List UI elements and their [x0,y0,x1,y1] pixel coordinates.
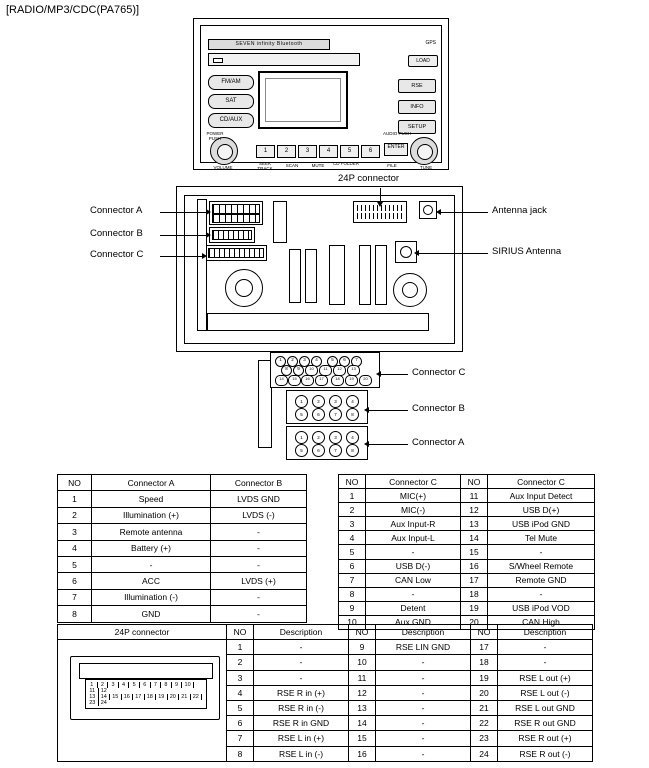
power-label: POWER PUSH [206,131,224,141]
col-connector-b: Connector B [211,475,307,491]
callout-connector-b: Connector B [90,228,143,239]
cdaux-button[interactable]: CD/AUX [208,113,254,128]
table-header-row [58,475,307,491]
connector-c-detail: 1 2 3 4 5 6 7 8 9 10 11 12 13 14 15 16 17 18 19 20 [270,352,380,388]
table-row: 3 Aux Input-R 13 USB iPod GND [339,517,595,531]
cd-folder-label: CD FOLDER [332,161,359,166]
preset-3[interactable]: 3 [298,145,317,158]
seek-track-label: SEEK TRACK [257,161,273,171]
table-row: 2 MIC(-) 12 USB D(+) [339,503,595,517]
connector-c-table [338,474,595,630]
table-row: 2 - 10 - 18 - [58,655,593,670]
head-unit-rear-view [176,186,463,352]
table-row: 7 RSE L in (+) 15 - 23 RSE R out (+) [58,731,593,746]
callout-antenna-jack: Antenna jack [492,205,547,216]
table-row: 5 - 15 - [339,545,595,559]
col-no: NO [58,475,92,491]
col-connector-a: Connector A [92,475,211,491]
col-desc-2: Description [376,625,471,640]
table-row: 6 RSE R in GND 14 - 22 RSE R out GND [58,716,593,731]
pin-row-top: 1 2 3 4 5 6 7 8 9 1011 12 [87,682,205,694]
preset-2[interactable]: 2 [277,145,296,158]
table-row: 5 RSE R in (-) 13 - 21 RSE L out GND [58,700,593,715]
preset-1[interactable]: 1 [256,145,275,158]
table-row: 9 Detent 19 USB iPod VOD [339,601,595,615]
col-no-1: NO [339,475,366,489]
connector-detail-group [258,352,380,462]
rse-button[interactable]: RSE [398,79,436,93]
connector-24p-drawing [70,656,220,720]
table-row: 1 Speed LVDS GND [58,491,307,507]
table-row: 10 Aux GND 20 CAN High [339,615,595,629]
mute-label: MUTE [311,163,325,168]
setup-button[interactable]: SETUP [398,120,436,134]
col-connector-c-2: Connector C [488,475,595,489]
callout-sirius-antenna: SIRIUS Antenna [492,246,562,257]
preset-6[interactable]: 6 [361,145,380,158]
info-button[interactable]: INFO [398,100,436,114]
table-row: 2 Illumination (+) LVDS (-) [58,507,307,523]
col-desc-1: Description [254,625,349,640]
table-row: 8 RSE L in (-) 16 - 24 RSE R out (-) [58,746,593,761]
table-header-row [339,475,595,489]
page-title: [RADIO/MP3/CDC(PA765)] [6,4,140,16]
table-header-row [58,625,593,640]
tune-audio-knob[interactable] [410,137,438,165]
table-row: 7 CAN Low 17 Remote GND [339,573,595,587]
connector-a-detail: 1 2 3 4 5 6 7 8 [286,426,368,460]
col-no-2: NO [349,625,376,640]
callout-detail-connector-a: Connector A [412,437,465,448]
col-desc-3: Description [498,625,593,640]
table-row: 4 Aux Input-L 14 Tel Mute [339,531,595,545]
scan-label: SCAN [285,163,299,168]
enter-button[interactable]: ENTER [384,143,408,156]
load-button[interactable]: LOAD [408,55,438,67]
table-row: 6 ACC LVDS (+) [58,573,307,589]
table-row: 3 Remote antenna - [58,524,307,540]
connector-c-port [205,245,267,261]
callout-connector-a: Connector A [90,205,143,216]
table-row: 8 GND - [58,606,307,622]
table-row: 3 - 11 - 19 RSE L out (+) [58,670,593,685]
head-unit-front-view [193,18,449,170]
fmam-button[interactable]: FM/AM [208,75,254,90]
table-row: 4 RSE R in (+) 12 - 20 RSE L out (-) [58,685,593,700]
tune-label: TUNE [419,165,433,170]
table-row: 5 - - [58,556,307,572]
sat-button[interactable]: SAT [208,94,254,109]
col-24p-connector: 24P connector [58,625,227,640]
table-row: 7 Illumination (-) - [58,589,307,605]
volume-power-knob[interactable] [210,137,238,165]
disc-slot [208,53,360,66]
col-no-1: NO [227,625,254,640]
col-no-2: NO [461,475,488,489]
table-row: 4 Battery (+) - [58,540,307,556]
callout-detail-connector-b: Connector B [412,403,465,414]
connector-b-detail: 1 2 3 4 5 6 7 8 [286,390,368,424]
col-no-3: NO [471,625,498,640]
table-row: 1 - 9 RSE LIN GND 17 - [58,640,593,655]
gps-label: GPS [425,40,436,46]
audio-label: AUDIO PUSH [382,131,411,136]
callout-24p-connector: 24P connector [338,173,400,184]
connector-b-port [209,227,255,243]
callout-connector-c: Connector C [90,249,144,260]
preset-5[interactable]: 5 [340,145,359,158]
file-label: FILE [387,163,397,168]
antenna-jack-port [419,201,437,219]
pin-row-bottom: 13 14 15 16 17 18 19 20 21 2223 24 [87,694,205,706]
display-screen [258,71,348,129]
connector-ab-table [57,474,307,623]
col-connector-c-1: Connector C [366,475,461,489]
brand-label: SEVEN infinity Bluetooth [208,39,330,50]
connector-a-port [209,201,263,225]
table-row: 6 USB D(-) 16 S/Wheel Remote [339,559,595,573]
preset-4[interactable]: 4 [319,145,338,158]
volume-label: VOLUME [213,165,233,170]
callout-detail-connector-c: Connector C [412,367,466,378]
table-row: 8 - 18 - [339,587,595,601]
table-row: 1 MIC(+) 11 Aux Input Detect [339,489,595,503]
